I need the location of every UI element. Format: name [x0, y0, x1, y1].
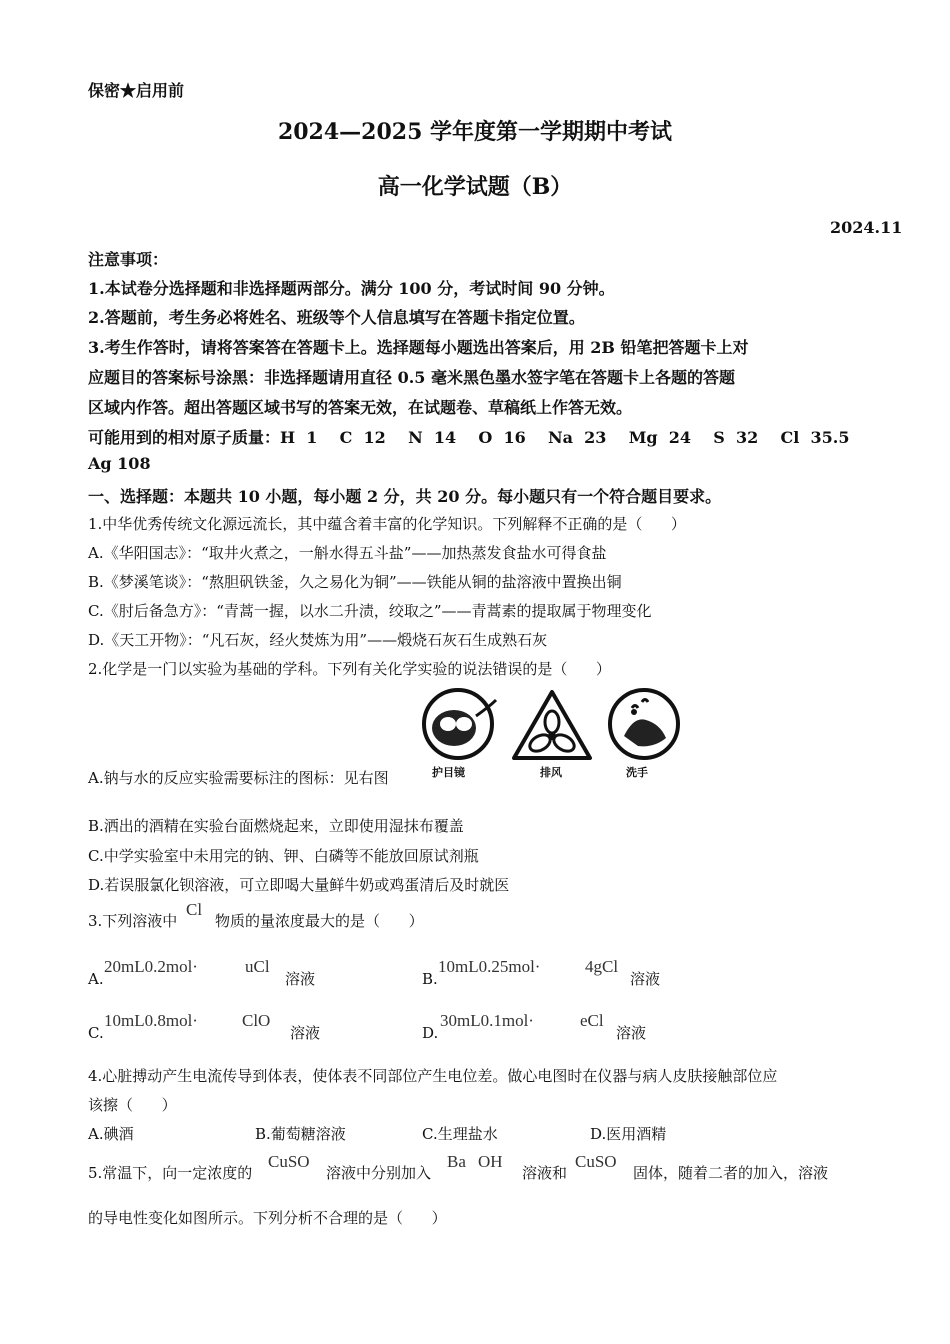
notice-item-3-line1: 3.考生作答时，请将答案答在答题卡上。选择题每小题选出答案后，用 2B 铅笔把答题卡上对	[88, 338, 749, 357]
q4-option-a: A.碘酒	[88, 1125, 134, 1143]
q5-pre: 5.常温下，向一定浓度的	[88, 1164, 253, 1182]
handwash-icon	[604, 686, 689, 781]
q4-option-d: D.医用酒精	[590, 1125, 667, 1143]
q3-option-c-label: C.	[88, 1024, 104, 1042]
q4-option-b: B.葡萄糖溶液	[255, 1125, 346, 1143]
secret-label: 保密★启用前	[88, 81, 185, 100]
q1-option-d: D.《天工开物》：“凡石灰，经火焚炼为用”——煅烧石灰石生成熟石灰	[88, 631, 548, 649]
q3-option-a-post: 溶液	[285, 970, 316, 988]
q3-option-c-formula2: ClO	[242, 1011, 271, 1030]
ventilation-label: 排风	[540, 766, 562, 779]
q2-option-b: B.洒出的酒精在实验台面燃烧起来，立即使用湿抹布覆盖	[88, 817, 464, 835]
q1-option-c: C.《肘后备急方》：“青蒿一握，以水二升渍，绞取之”——青蒿素的提取属于物理变化	[88, 602, 652, 620]
q3-stem-post: 物质的量浓度最大的是（ ）	[215, 912, 424, 930]
q5-post: 固体，随着二者的加入，溶液	[633, 1164, 829, 1182]
notice-item-1: 1.本试卷分选择题和非选择题两部分。满分 100 分，考试时间 90 分钟。	[88, 279, 615, 298]
q3-option-a-label: A.	[88, 970, 104, 988]
ventilation-icon	[510, 686, 595, 781]
q3-option-a-formula2: uCl	[245, 957, 270, 976]
goggles-label: 护目镜	[432, 766, 465, 779]
q3-option-d-post: 溶液	[616, 1024, 647, 1042]
q2-option-a: A.钠与水的反应实验需要标注的图标：见右图	[88, 769, 389, 787]
q3-option-a-formula: 20mL0.2mol·	[104, 957, 198, 976]
notice-item-2: 2.答题前，考生务必将姓名、班级等个人信息填写在答题卡指定位置。	[88, 308, 585, 327]
handwash-label: 洗手	[626, 766, 648, 779]
notice-item-3-line2: 应题目的答案标号涂黑：非选择题请用直径 0.5 毫米黑色墨水签字笔在答题卡上各题的答题	[88, 368, 735, 387]
q1-option-b: B.《梦溪笔谈》：“熬胆矾铁釜，久之易化为铜”——铁能从铜的盐溶液中置换出铜	[88, 573, 622, 591]
atomic-mass-line1: 可能用到的相对原子质量：H 1 C 12 N 14 O 16 Na 23 Mg 24 S 32 Cl 35.5	[88, 428, 850, 447]
q3-option-b-formula2: 4gCl	[585, 957, 619, 976]
q5-formula-2b: OH	[478, 1152, 503, 1171]
q1-option-a: A.《华阳国志》：“取井火煮之，一斛水得五斗盐”——加热蒸发食盐水可得食盐	[88, 544, 607, 562]
q2-option-c: C.中学实验室中未用完的钠、钾、白磷等不能放回原试剂瓶	[88, 847, 479, 865]
q5-formula-1: CuSO	[268, 1152, 310, 1171]
section1-heading: 一、选择题：本题共 10 小题，每小题 2 分，共 20 分。每小题只有一个符合题目要求。	[88, 487, 722, 506]
q4-option-c: C.生理盐水	[422, 1125, 498, 1143]
q3-option-b-post: 溶液	[630, 970, 661, 988]
q4-stem-line2: 该擦（ ）	[88, 1096, 177, 1114]
notice-heading: 注意事项：	[88, 250, 169, 269]
q3-option-d-label: D.	[422, 1024, 439, 1042]
q5-mid2: 溶液和	[522, 1164, 568, 1182]
q4-stem-line1: 4.心脏搏动产生电流传导到体表，使体表不同部位产生电位差。做心电图时在仪器与病人皮肤接触部位应	[88, 1067, 778, 1085]
q5-formula-2: Ba	[447, 1152, 466, 1171]
q3-stem-formula: Cl	[186, 900, 203, 919]
q3-option-b-label: B.	[422, 970, 438, 988]
atomic-mass-line2: Ag 108	[88, 454, 151, 473]
q3-option-d-formula: 30mL0.1mol·	[440, 1011, 534, 1030]
q3-option-d-formula2: eCl	[580, 1011, 604, 1030]
q5-formula-3: CuSO	[575, 1152, 617, 1171]
exam-date: 2024.11	[830, 218, 903, 237]
q3-option-b-formula: 10mL0.25mol·	[438, 957, 541, 976]
q1-stem: 1.中华优秀传统文化源远流长，其中蕴含着丰富的化学知识。下列解释不正确的是（ ）	[88, 515, 686, 533]
q3-option-c-formula: 10mL0.8mol·	[104, 1011, 198, 1030]
notice-item-3-line3: 区域内作答。超出答题区域书写的答案无效，在试题卷、草稿纸上作答无效。	[88, 398, 633, 417]
q3-stem-pre: 3.下列溶液中	[88, 912, 178, 930]
exam-subtitle: 高一化学试题（B）	[377, 174, 573, 200]
q2-stem: 2.化学是一门以实验为基础的学科。下列有关化学实验的说法错误的是（ ）	[88, 660, 611, 678]
q5-line2: 的导电性变化如图所示。下列分析不合理的是（ ）	[88, 1209, 447, 1227]
exam-title: 2024—2025 学年度第一学期期中考试	[277, 119, 673, 145]
q2-option-d: D.若误服氯化钡溶液，可立即喝大量鲜牛奶或鸡蛋清后及时就医	[88, 876, 510, 894]
q5-mid1: 溶液中分别加入	[326, 1164, 432, 1182]
q3-option-c-post: 溶液	[290, 1024, 321, 1042]
goggles-icon	[418, 686, 503, 781]
